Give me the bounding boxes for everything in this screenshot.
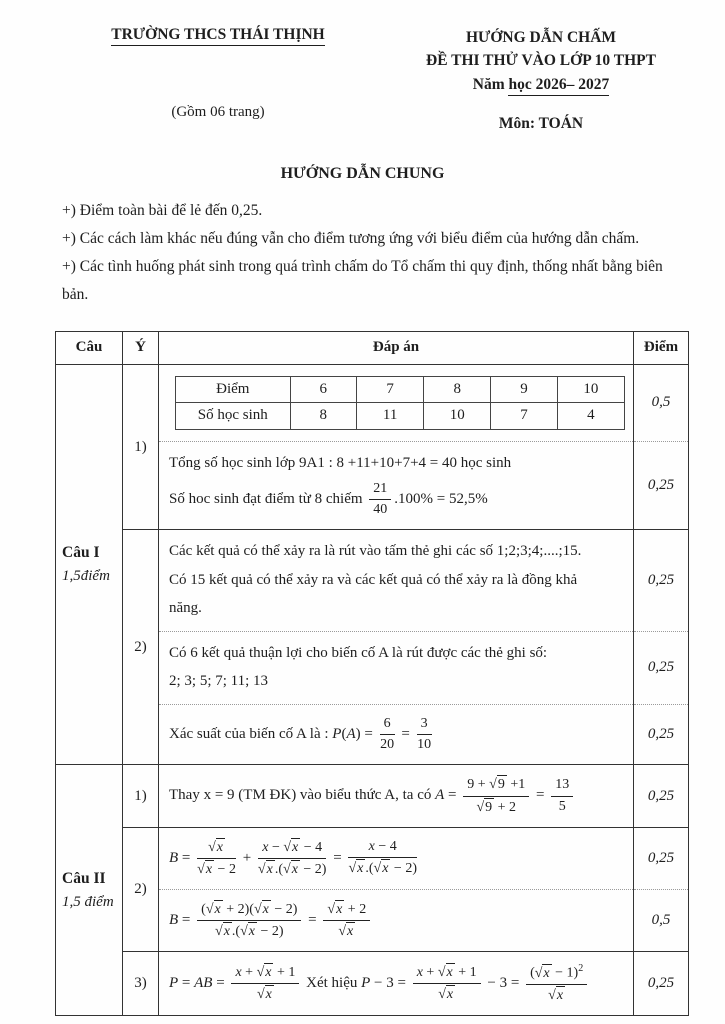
- radicand: [291, 838, 300, 857]
- fraction-numerator: [417, 715, 432, 735]
- math-text: + 2: [494, 799, 517, 815]
- math-text: − 2): [299, 861, 327, 877]
- fraction-denominator: [551, 797, 573, 816]
- math-text: + 1: [273, 965, 296, 981]
- math-variable: B: [169, 912, 179, 929]
- score-cell: 0,25: [634, 952, 689, 1016]
- math-superscript: 2: [578, 963, 584, 975]
- inner-table-cell: 4: [557, 403, 624, 430]
- square-root: [535, 964, 552, 983]
- math-variable: P: [169, 975, 179, 992]
- radical-icon: √: [438, 987, 446, 1003]
- radical-icon: √: [240, 924, 248, 940]
- fraction: [380, 715, 395, 754]
- math-variable: x: [446, 987, 454, 1003]
- fraction: [551, 776, 573, 815]
- math-variable: x: [205, 861, 213, 877]
- math-text: 21: [373, 481, 388, 497]
- math-text: =: [178, 849, 195, 866]
- square-root: [240, 922, 257, 941]
- fraction: [231, 963, 299, 1004]
- math-text: 9: [497, 777, 505, 793]
- math-text: Có 6 kết quả thuận lợi cho biến cố A là rút được các thẻ ghi số:: [169, 644, 548, 661]
- math-text: − 1): [551, 966, 579, 982]
- answer-line: [169, 774, 625, 817]
- math-text: Có 15 kết quả có thể xảy ra và các kết quả có thể xảy ra là đồng khả: [169, 571, 578, 588]
- inner-table-cell: 9: [491, 376, 558, 403]
- math-variable: x: [291, 861, 298, 877]
- math-text: Xét hiệu: [302, 975, 362, 992]
- score-cell: 0,25: [634, 441, 689, 530]
- answer-row: [56, 827, 689, 889]
- math-text: − 2): [390, 861, 417, 877]
- square-root: [283, 860, 300, 879]
- fraction-numerator: [551, 776, 573, 796]
- math-text: − 4: [300, 839, 323, 855]
- score-cell: 0,25: [634, 530, 689, 632]
- score-cell: 0,5: [634, 890, 689, 952]
- radical-icon: √: [256, 987, 265, 1003]
- radical-icon: √: [373, 861, 382, 877]
- math-text: Các kết quả có thể xảy ra là rút vào tấm thẻ ghi các số 1;2;3;4;....;15.: [169, 543, 582, 560]
- fraction-denominator: [348, 858, 417, 878]
- fraction: [197, 838, 236, 879]
- radical-icon: √: [476, 799, 485, 815]
- part-label-cell: 3): [123, 952, 159, 1016]
- radical-icon: √: [283, 861, 291, 877]
- fraction-numerator: [463, 775, 529, 796]
- fraction-denominator: [413, 984, 481, 1004]
- radicand: [446, 985, 455, 1004]
- answer-line: [169, 596, 625, 622]
- inner-table-cell: 7: [491, 403, 558, 430]
- math-variable: A: [346, 726, 356, 743]
- score-cell: 0,25: [634, 827, 689, 889]
- school-year-prefix: Năm: [472, 75, 509, 93]
- exam-title: ĐỀ THI THỬ VÀO LỚP 10 THPT: [426, 52, 656, 70]
- inner-table-cell: 10: [424, 403, 491, 430]
- radicand: [542, 964, 551, 983]
- note-item: +) Các tình huống phát sinh trong quá trình chấm do Tổ chấm thi quy định, thống nhất bằng biên bản.: [62, 257, 663, 303]
- fraction: [323, 900, 370, 941]
- math-text: +: [422, 965, 438, 981]
- math-text: =: [329, 849, 346, 866]
- radicand: [248, 922, 257, 941]
- math-text: năng.: [169, 600, 202, 617]
- square-root: [374, 859, 391, 878]
- radical-icon: √: [205, 902, 214, 918]
- radicand: [223, 922, 232, 941]
- answer-cell: [159, 364, 634, 441]
- answer-line: [169, 539, 625, 565]
- fraction-denominator: [369, 500, 391, 519]
- math-variable: x: [216, 839, 223, 855]
- fraction: [369, 480, 391, 519]
- inner-table-cell: 8: [290, 403, 357, 430]
- math-text: + 1: [454, 965, 477, 981]
- fraction-numerator: [323, 900, 370, 921]
- math-text: 40: [373, 502, 388, 518]
- math-variable: x: [543, 966, 550, 982]
- answer-row: [56, 530, 689, 632]
- radical-icon: √: [534, 966, 543, 982]
- square-root: [476, 798, 494, 817]
- radical-icon: √: [489, 777, 497, 793]
- radical-icon: √: [283, 839, 292, 855]
- math-text: 6: [383, 715, 391, 731]
- inner-table-cell: 7: [357, 376, 424, 403]
- answer-cell: [159, 631, 634, 704]
- answer-cell: [159, 530, 634, 632]
- math-text: 3: [420, 715, 428, 731]
- math-text: +1: [506, 777, 526, 793]
- school-name: [68, 26, 368, 44]
- math-text: =: [532, 787, 549, 804]
- math-text: 10: [417, 737, 432, 753]
- note-item: +) Điểm toàn bài để lẻ đến 0,25.: [62, 202, 263, 219]
- note-item: +) Các cách làm khác nếu đúng vẫn cho điểm tương ứng với biểu điểm của hướng dẫn chấm.: [62, 229, 640, 247]
- inner-table-row: [176, 376, 625, 403]
- math-text: + 2: [344, 902, 367, 918]
- math-variable: x: [556, 988, 564, 1004]
- math-text: .(: [231, 924, 241, 940]
- math-text: +: [238, 849, 255, 866]
- answer-line: [169, 714, 625, 755]
- square-root: [215, 922, 232, 941]
- column-header-cau: Câu: [56, 331, 123, 364]
- math-variable: x: [262, 902, 269, 918]
- answer-cell: [159, 827, 634, 889]
- math-text: .(: [274, 861, 283, 877]
- radicand: [446, 963, 455, 982]
- score-distribution-table: [175, 376, 625, 430]
- inner-table-cell: 8: [424, 376, 491, 403]
- math-variable: P: [361, 975, 371, 992]
- math-text: − 2: [214, 861, 236, 877]
- radicand: [356, 859, 365, 878]
- answer-line: [169, 837, 625, 880]
- math-text: 9 +: [467, 777, 490, 793]
- math-text: .100% = 52,5%: [394, 491, 488, 508]
- math-variable: x: [265, 987, 272, 1003]
- math-text: 9: [485, 799, 493, 815]
- radicand: [291, 860, 300, 879]
- square-root: [206, 900, 223, 919]
- square-root: [489, 775, 507, 794]
- part-label-cell: 1): [123, 765, 159, 827]
- header-left-block: [68, 26, 368, 135]
- pages-note: (Gồm 06 trang): [171, 104, 265, 120]
- column-header-dap-an: Đáp án: [159, 331, 634, 364]
- question-points: 1,5 điểm: [62, 893, 114, 910]
- radicand: [265, 985, 274, 1004]
- question-number: Câu I: [62, 543, 100, 561]
- part-label-cell: 2): [123, 827, 159, 952]
- answer-cell: [159, 704, 634, 764]
- square-root: [197, 860, 214, 879]
- math-text: − 2): [270, 902, 298, 918]
- math-text: =: [178, 975, 195, 992]
- fraction-denominator: [258, 859, 327, 879]
- math-text: =: [212, 975, 229, 992]
- math-text: Xác suất của biến cố A là :: [169, 726, 333, 743]
- fraction: [348, 838, 417, 878]
- math-text: − 3 =: [483, 975, 524, 992]
- fraction-denominator: [197, 921, 301, 941]
- answer-row: [56, 952, 689, 1016]
- general-guidance-title: HƯỚNG DẪN CHUNG: [280, 165, 445, 182]
- math-text: 2; 3; 5; 7; 11; 13: [169, 673, 269, 690]
- radical-icon: √: [215, 924, 223, 940]
- document-header: [0, 0, 725, 135]
- square-root: [257, 985, 274, 1004]
- header-right-block: [391, 26, 691, 135]
- radical-icon: √: [253, 902, 262, 918]
- fraction-numerator: [380, 715, 395, 735]
- fraction-numerator: [526, 962, 587, 985]
- square-root: [258, 860, 275, 879]
- school-name-text: TRƯỜNG THCS THÁI THỊNH: [111, 26, 324, 46]
- subject-line: Môn: TOÁN: [498, 114, 584, 132]
- radical-icon: √: [437, 965, 446, 981]
- fraction-denominator: [323, 921, 370, 941]
- math-variable: x: [223, 924, 230, 940]
- school-year: [391, 73, 691, 96]
- math-text: Tổng số học sinh lớp 9A1 : 8 +11+10+7+4 = 40 học sinh: [169, 454, 512, 471]
- score-cell: 0,25: [634, 631, 689, 704]
- answer-cell: [159, 890, 634, 952]
- math-text: 5: [558, 798, 566, 814]
- radicand: [484, 798, 494, 817]
- math-variable: P: [332, 726, 342, 743]
- square-root: [438, 963, 455, 982]
- fraction: [413, 963, 481, 1004]
- math-text: (: [530, 966, 535, 982]
- square-root: [327, 900, 344, 919]
- radicand: [497, 775, 507, 794]
- part-label-cell: 2): [123, 530, 159, 765]
- math-text: −: [268, 839, 284, 855]
- answer-cell: [159, 441, 634, 530]
- math-text: =: [178, 912, 195, 929]
- fraction-numerator: [413, 963, 481, 984]
- math-text: =: [397, 726, 414, 743]
- math-variable: x: [416, 965, 423, 981]
- question-label-cell: [56, 765, 123, 1016]
- radicand: [216, 838, 225, 857]
- math-variable: x: [235, 965, 242, 981]
- fraction-numerator: [197, 900, 301, 921]
- radical-icon: √: [257, 861, 266, 877]
- question-points: 1,5điểm: [62, 567, 110, 584]
- math-text: − 2): [256, 924, 284, 940]
- radical-icon: √: [197, 861, 205, 877]
- radical-icon: √: [208, 839, 216, 855]
- fraction-numerator: [197, 838, 236, 859]
- math-variable: x: [248, 924, 255, 940]
- inner-table-cell: 6: [290, 376, 357, 403]
- fraction-denominator: [417, 735, 432, 754]
- answer-line: [169, 479, 625, 520]
- inner-table-row: [176, 403, 625, 430]
- math-text: (: [341, 726, 347, 743]
- math-text: 20: [380, 737, 395, 753]
- fraction: [417, 715, 432, 754]
- math-text: − 3 =: [370, 975, 410, 992]
- math-variable: x: [368, 839, 375, 855]
- math-variable: B: [169, 849, 179, 866]
- fraction-denominator: [526, 985, 587, 1005]
- score-cell: 0,25: [634, 765, 689, 827]
- general-notes: [62, 197, 689, 309]
- square-root: [283, 838, 300, 857]
- fraction-denominator: [380, 735, 395, 754]
- inner-table-cell: 11: [357, 403, 424, 430]
- math-text: ) =: [355, 726, 377, 743]
- math-text: .(: [365, 861, 374, 877]
- radical-icon: √: [338, 924, 347, 940]
- square-root: [548, 986, 565, 1005]
- math-variable: x: [214, 902, 221, 918]
- fraction-numerator: [231, 963, 299, 984]
- square-root: [338, 922, 355, 941]
- radicand: [214, 900, 223, 919]
- answer-line: [169, 899, 625, 942]
- fraction-numerator: [369, 480, 391, 500]
- fraction: [526, 962, 587, 1005]
- math-variable: x: [446, 965, 453, 981]
- grading-guide-title: HƯỚNG DẪN CHẤM: [465, 29, 617, 46]
- math-text: =: [444, 787, 461, 804]
- answer-key-table: [55, 331, 689, 1017]
- math-variable: A: [435, 787, 445, 804]
- answer-row: [56, 765, 689, 827]
- answer-line: [169, 641, 625, 667]
- math-text: − 4: [374, 839, 397, 855]
- radicand: [556, 986, 565, 1005]
- column-header-y: Ý: [123, 331, 159, 364]
- answer-line: [169, 568, 625, 594]
- radicand: [346, 922, 355, 941]
- math-text: (: [201, 902, 206, 918]
- fraction-numerator: [348, 838, 417, 858]
- fraction: [197, 900, 301, 941]
- math-text: Số hoc sinh đạt điểm từ 8 chiếm: [169, 491, 367, 508]
- answer-line: [169, 961, 625, 1006]
- inner-table-cell: Điểm: [176, 376, 291, 403]
- math-variable: x: [382, 861, 389, 877]
- radicand: [262, 900, 271, 919]
- math-variable: x: [336, 902, 343, 918]
- radicand: [266, 860, 275, 879]
- math-text: Thay x = 9 (TM ĐK) vào biểu thức A, ta có: [169, 787, 436, 804]
- radicand: [205, 860, 214, 879]
- math-text: + 2)(: [222, 902, 254, 918]
- part-label-cell: 1): [123, 364, 159, 530]
- answer-cell: [159, 765, 634, 827]
- question-number: Câu II: [62, 869, 106, 887]
- square-root: [254, 900, 271, 919]
- square-root: [438, 985, 455, 1004]
- fraction-denominator: [231, 984, 299, 1004]
- math-variable: x: [357, 861, 364, 877]
- math-variable: x: [347, 924, 354, 940]
- math-variable: x: [262, 839, 269, 855]
- inner-table-cell: Số học sinh: [176, 403, 291, 430]
- fraction-denominator: [463, 797, 529, 817]
- score-cell: 0,25: [634, 704, 689, 764]
- math-variable: x: [265, 965, 272, 981]
- answer-line: [169, 669, 625, 695]
- radical-icon: √: [348, 861, 357, 877]
- question-label-cell: [56, 364, 123, 765]
- table-header-row: [56, 331, 689, 364]
- math-variable: x: [266, 861, 273, 877]
- square-root: [208, 838, 225, 857]
- fraction-denominator: [197, 859, 236, 879]
- fraction: [258, 838, 327, 879]
- math-variable: x: [292, 839, 299, 855]
- radical-icon: √: [256, 965, 265, 981]
- math-text: =: [304, 912, 321, 929]
- radicand: [335, 900, 344, 919]
- math-text: +: [241, 965, 257, 981]
- math-variable: AB: [194, 975, 213, 992]
- school-year-main: học 2026– 2027: [508, 76, 609, 96]
- math-text: 13: [555, 777, 570, 793]
- answer-line: [169, 451, 625, 477]
- answer-cell: [159, 952, 634, 1016]
- radical-icon: √: [327, 902, 336, 918]
- fraction-numerator: [258, 838, 327, 859]
- fraction: [463, 775, 529, 816]
- answer-row: [56, 364, 689, 441]
- column-header-diem: Điểm: [634, 331, 689, 364]
- inner-table-cell: 10: [557, 376, 624, 403]
- square-root: [348, 859, 365, 878]
- square-root: [257, 963, 274, 982]
- score-cell: 0,5: [634, 364, 689, 441]
- radical-icon: √: [548, 988, 556, 1004]
